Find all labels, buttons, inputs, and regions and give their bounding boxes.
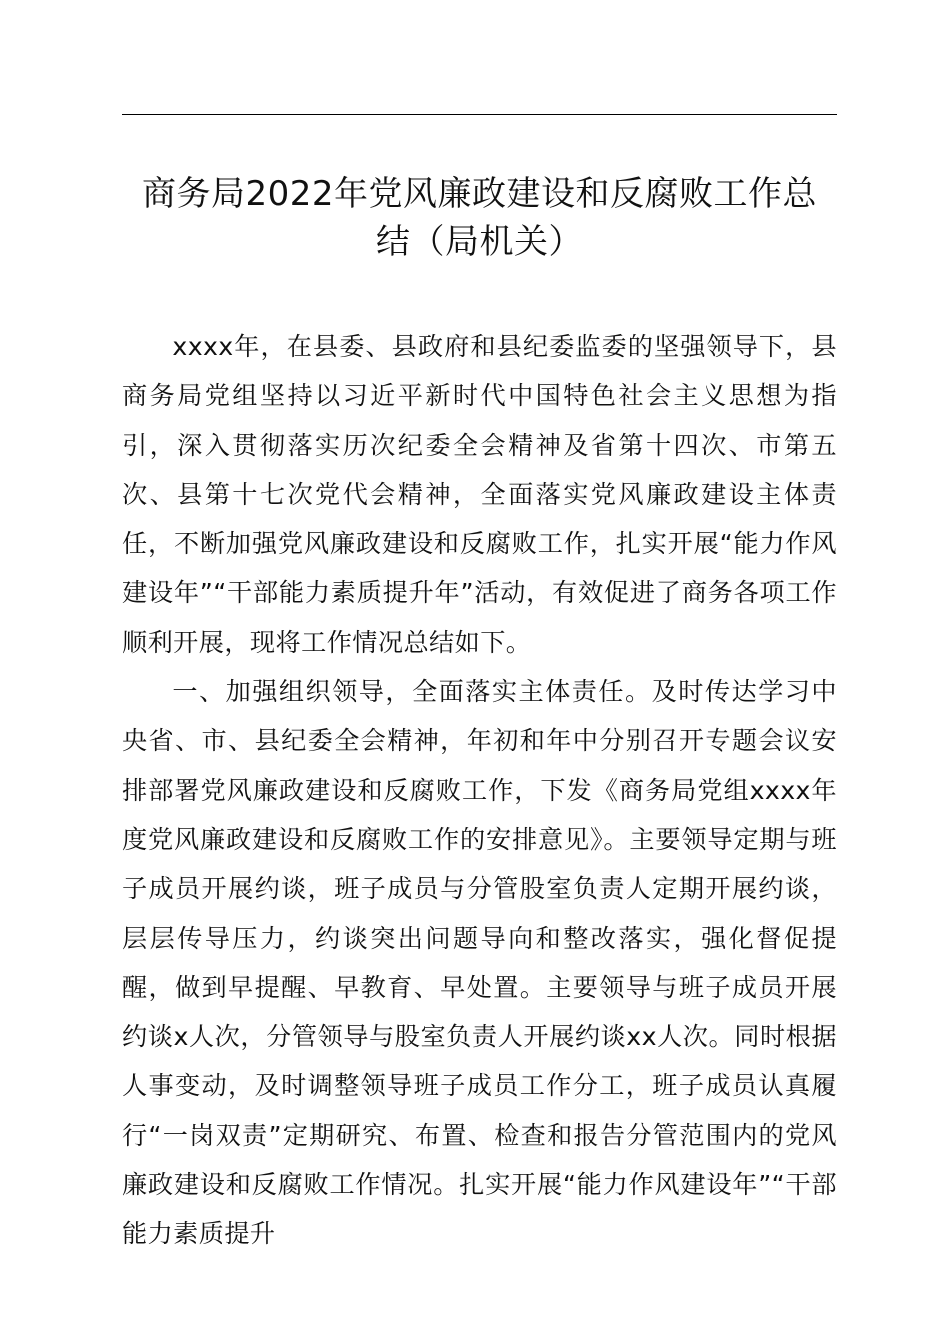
section-one-paragraph: 一、加强组织领导，全面落实主体责任。及时传达学习中央省、市、县纪委全会精神，年初和年中分别召开专题会议安排部署党风廉政建设和反腐败工作，下发《商务局党组xxxx年度党风廉政建设和反腐败工作的安排意见》。主要领导定期与班子成员开展约谈，班子成员与分管股室负责人定期开展约谈，层层传导压力，约谈突出问题导向和整改落实，强化督促提醒，做到早提醒、早教育、早处置。主要领导与班子成员开展约谈x人次，分管领导与股室负责人开展约谈xx人次。同时根据人事变动，及时调整领导班子成员工作分工，班子成员认真履行“一岗双责”定期研究、布置、检查和报告分管范围内的党风廉政建设和反腐败工作情况。扎实开展“能力作风建设年”“干部能力素质提升 [122, 677, 837, 1249]
title-line-2: 结（局机关） [376, 222, 583, 262]
document-title [122, 170, 837, 266]
intro-paragraph: xxxx年，在县委、县政府和县纪委监委的坚强领导下，县商务局党组坚持以习近平新时代中国特色社会主义思想为指引，深入贯彻落实历次纪委全会精神及省第十四次、市第五次、县第十七次党代会精神，全面落实党风廉政建设主体责任，不断加强党风廉政建设和反腐败工作，扎实开展“能力作风建设年”“干部能力素质提升年”活动，有效促进了商务各项工作顺利开展，现将工作情况总结如下。 [122, 332, 837, 657]
document-body [122, 322, 837, 1259]
header-rule [122, 114, 837, 115]
title-line-1: 商务局2022年党风廉政建设和反腐败工作总 [141, 174, 818, 214]
